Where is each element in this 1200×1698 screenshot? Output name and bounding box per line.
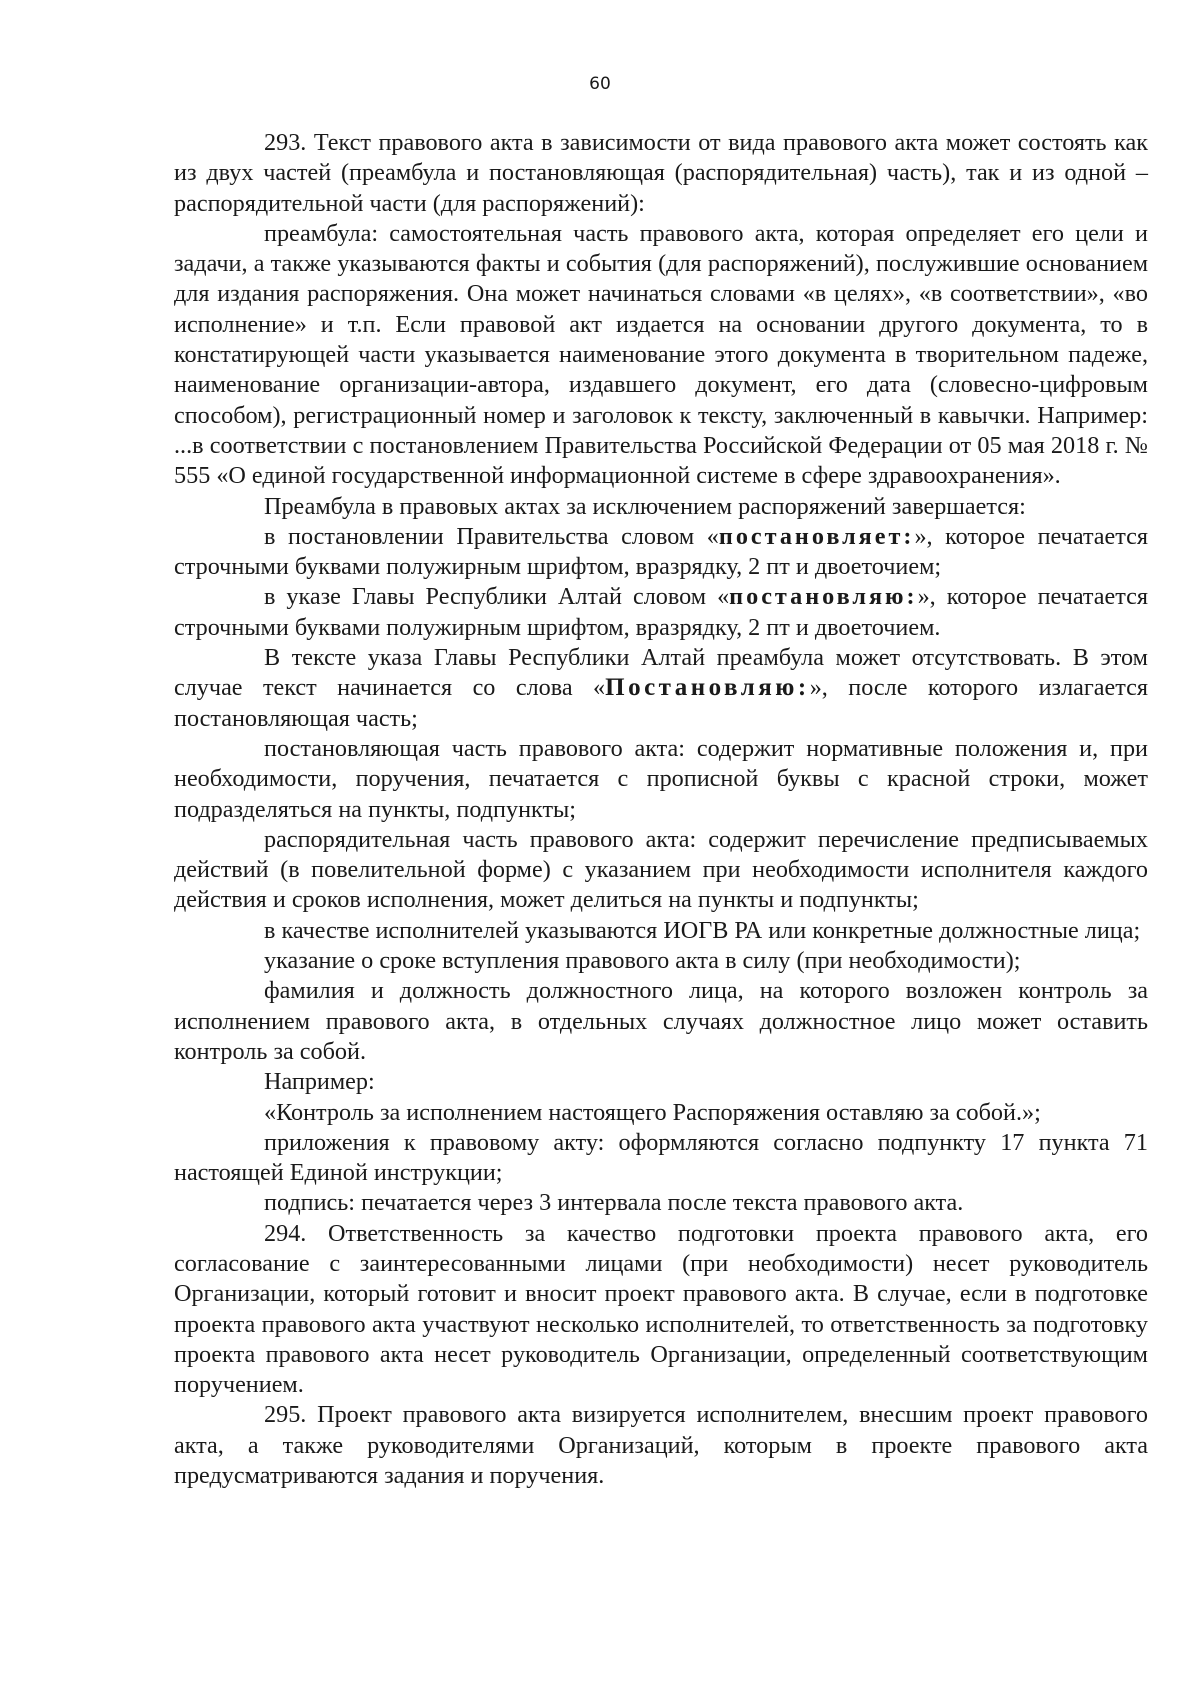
text-run: », которое печатается строчными буквами полужирным шрифтом, вразрядку, 2 пт и двоеточием. [174,583,1148,641]
paragraph-administrative-part: распорядительная часть правового акта: содержит перечисление предписываемых действий (в повелительной форме) с указанием при необходимости исполнителя каждого действия и сроков исполнения, может делиться на пункты и подпункты; [174,825,1148,914]
paragraph-operative-part: постановляющая часть правового акта: содержит нормативные положения и, при необходимости, поручения, печатается с прописной буквы с красной строки, может подразделяться на пункты, подпункты; [174,734,1148,823]
paragraph-signature: подпись: печатается через 3 интервала после текста правового акта. [264,1189,964,1217]
paragraph-attachments: приложения к правовому акту: оформляются согласно подпункту 17 пункта 71 настоящей Единой инструкции; [174,1128,1148,1187]
paragraph-294: 294. Ответственность за качество подготовки проекта правового акта, его согласование с заинтересованными лицами (при необходимости) несет руководитель Организации, который готовит и вносит проект правового акта. В случае, если в подготовке проекта правового акта участвуют несколько исполнителей, то ответственность за подготовку проекта правового акта несет руководитель Организации, определенный соответствующим поручением. [174,1219,1148,1399]
paragraph-preamble-ending: Преамбула в правовых актах за исключением распоряжений завершается: [264,492,1026,520]
paragraph-effective-date: указание о сроке вступления правового акта в силу (при необходимости); [264,947,1021,975]
text-run: в постановлении Правительства словом « [264,522,719,550]
paragraph-control-official: фамилия и должность должностного лица, на которого возложен контроль за исполнением правового акта, в отдельных случаях должностное лицо может оставить контроль за собой. [174,977,1148,1065]
paragraph-executors: в качестве исполнителей указываются ИОГВ РА или конкретные должностные лица; [264,916,1141,944]
bold-keyword: Постановляю: [605,674,810,702]
page-number: 60 [589,74,611,94]
paragraph-example-quote: «Контроль за исполнением настоящего Распоряжения оставляю за собой.»; [264,1098,1041,1126]
paragraph-head-decree [174,582,1148,643]
paragraph-293: 293. Текст правового акта в зависимости от вида правового акта может состоять как из двух частей (преамбула и постановляющая (распорядительная) часть), так и из одной – распорядительной части (для распоряжений): [174,129,1148,217]
paragraph-295: 295. Проект правового акта визируется исполнителем, внесшим проект правового акта, а также руководителями Организаций, которым в проекте правового акта предусматриваются задания и поручения. [174,1401,1148,1490]
text-run: В тексте указа Главы Республики Алтай преамбула может отсутствовать. В этом случае текст начинается со слова « [174,644,1148,702]
paragraph-no-preamble [174,643,1148,734]
document-body [174,128,1148,1491]
bold-keyword: постановляю: [729,583,918,611]
paragraph-example-label: Например: [264,1068,375,1096]
bold-keyword: постановляет: [718,522,915,550]
text-run: в указе Главы Республики Алтай словом « [264,583,730,611]
paragraph-government-resolution [174,522,1148,583]
paragraph-preamble: преамбула: самостоятельная часть правового акта, которая определяет его цели и задачи, а также указываются факты и события (для распоряжений), послужившие основанием для издания распоряжения. Она может начинаться словами «в целях», «в соответствии», «во исполнение» и т.п. Если правовой акт издается на основании другого документа, то в констатирующей части указывается наименование этого документа в творительном падеже, наименование организации-автора, издавшего документ, его дата (словесно-цифровым способом), регистрационный номер и заголовок к тексту, заключенный в кавычки. Например: ...в соответствии с постановлением Правительства Российской Федерации от 05 мая 2018 г. № 555 «О единой государственной информационной системе в сфере здравоохранения». [174,219,1148,490]
text-run: », после которого излагается постановляющая часть; [174,674,1148,732]
text-run: », которое печатается строчными буквами полужирным шрифтом, вразрядку, 2 пт и двоеточием; [174,522,1149,581]
